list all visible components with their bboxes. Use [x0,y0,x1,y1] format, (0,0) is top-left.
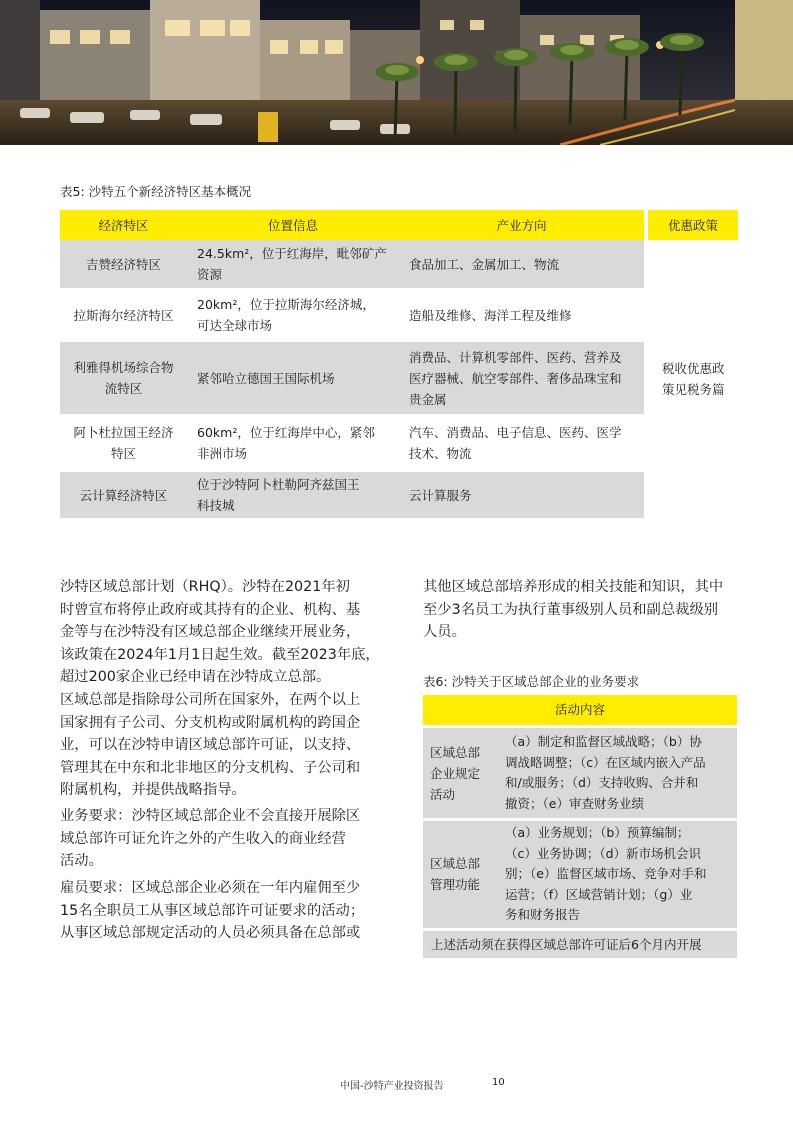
zone-name: 利雅得机场综合物 [73,360,174,375]
industry-line: 汽车、消费品、电子信息、医药、医学 [409,425,622,440]
location-line: 60km²，位于红海岸中心，紧邻 [197,425,375,440]
text-line: 国家拥有子公司、分支机构或附属机构的跨国企 [60,714,361,731]
text-line: 雇员要求：区域总部企业必须在一年内雇佣至少 [60,880,361,896]
location-line: 非洲市场 [197,446,248,461]
text-line: 业，可以在沙特申请区域总部许可证，以支持、 [60,737,361,754]
industry-line: 贵金属 [409,391,447,407]
zone-cell [60,472,187,518]
text-line: 沙特区域总部计划（RHQ）。沙特在2021年初 [60,579,350,595]
location-line: 资源 [197,267,223,282]
zone-name: 拉斯海尔经济特区 [73,307,174,323]
policy-cell [646,240,738,518]
industry-cell [399,240,646,288]
paragraph-business-requirements [60,805,360,873]
zone-name: 阿卜杜拉国王经济 [73,425,174,440]
table-row [60,292,738,338]
content-line: 务和财务报告 [505,907,581,922]
text-line: 人员。 [423,624,466,641]
zone-name: 云计算经济特区 [79,487,168,503]
label-line: 管理功能 [430,877,481,893]
industry-line: 消费品、计算机零部件、医药、营养及 [409,349,622,365]
industry-line: 食品加工、金属加工、物流 [409,256,560,272]
industry-line: 技术、物流 [409,446,472,461]
content-line: 运营；（f）区域营销计划；（g）业 [505,886,693,902]
zone-name: 吉赞经济特区 [85,256,161,272]
content-line: 调战略调整；（c）在区域内嵌入产品 [505,754,706,770]
location-cell [187,240,399,288]
policy-line: 税收优惠政 [662,361,725,376]
location-line: 20km²，位于拉斯海尔经济城， [197,297,375,312]
text-line: 区域总部是指除母公司所在国家外，在两个以上 [60,692,361,708]
label-line: 活动 [430,786,456,802]
location-line: 可达全球市场 [197,318,273,333]
table5 [60,210,738,518]
row-content [505,821,737,928]
paragraph-employee-continued [423,576,723,644]
header-policy: 优惠政策 [646,210,738,240]
header-zone: 经济特区 [60,210,187,240]
location-cell [187,418,399,468]
table-row [423,728,737,818]
content-line: （a）制定和监督区域战略；（b）协 [505,734,702,749]
content-line: 和/或服务；（d）支持收购、合并和 [505,775,699,790]
table6 [423,695,737,958]
location-cell [187,472,399,518]
text-line: 附属机构，并提供战略指导。 [60,782,246,799]
row-label [423,728,499,818]
row-label [423,821,499,928]
industry-line: 造船及维修、海洋工程及维修 [409,307,572,323]
row-content [505,728,737,818]
page-number: 10 [492,1077,505,1088]
header-location: 位置信息 [187,210,399,240]
label-line: 区域总部 [430,856,481,872]
label-line: 企业规定 [430,765,481,781]
table-row [60,240,738,288]
table6-caption: 表6: 沙特关于区域总部企业的业务要求 [423,674,640,689]
footer-title: 中国-沙特产业投资报告 [340,1081,444,1092]
zone-name: 特区 [110,446,136,461]
text-line: 至少3名员工为执行董事级别人员和副总裁级别 [423,601,719,618]
content-line: 撤资；（e）审查财务业绩 [505,795,644,811]
zone-cell [60,342,187,414]
table6-header: 活动内容 [423,695,737,725]
table5-caption: 表5: 沙特五个新经济特区基本概况 [60,184,252,199]
location-cell [187,342,399,414]
paragraph-rhq-definition [60,689,360,802]
table-row [60,418,738,468]
text-line: 15名全职员工从事区域总部许可证要求的活动； [60,902,365,919]
content-line: （a）业务规划；（b）预算编制； [505,825,690,840]
zone-cell [60,418,187,468]
text-line: 管理其在中东和北非地区的分支机构、子公司和 [60,759,361,776]
text-line: 活动。 [60,853,103,870]
paragraph-employee-requirements [60,877,364,945]
hero-photo [0,0,793,145]
zone-name: 流特区 [104,381,143,396]
industry-cell [399,342,646,414]
label-line: 区域总部 [430,744,481,760]
industry-line: 医疗器械、航空零部件、奢侈品珠宝和 [409,370,622,386]
location-line: 24.5km²，位于红海岸，毗邻矿产 [197,246,387,261]
text-line: 其他区域总部培养形成的相关技能和知识，其中 [423,579,724,595]
text-line: 域总部许可证允许之外的产生收入的商业经营 [60,830,346,847]
location-line: 位于沙特阿卜杜勒阿齐兹国王 [197,477,360,492]
text-line: 业务要求：沙特区域总部企业不会直接开展除区 [60,808,361,824]
text-line: 该政策在2024年1月1日起生效。截至2023年底， [60,646,380,663]
industry-cell [399,418,646,468]
location-line: 科技城 [197,498,235,513]
content-line: 别；（e）监督区域市场、竞争对手和 [505,866,707,881]
paragraph-rhq-intro [60,576,380,689]
table-row [60,472,738,518]
industry-cell [399,472,646,518]
hero-illustration [0,0,793,145]
text-line: 从事区域总部规定活动的人员必须具备在总部或 [60,925,361,942]
text-line: 超过200家企业已经申请在沙特成立总部。 [60,669,331,686]
content-line: （c）业务协调；（d）新市场机会识 [505,845,702,861]
policy-line: 策见税务篇 [662,382,725,397]
text-line: 时曾宣布将停止政府或其持有的企业、机构、基 [60,601,361,618]
industry-line: 云计算服务 [409,487,472,503]
table-row [423,821,737,928]
industry-cell [399,292,646,338]
location-cell [187,292,399,338]
header-industry: 产业方向 [399,210,646,240]
table-row [60,342,738,414]
zone-cell [60,240,187,288]
text-line: 金等与在沙特没有区域总部企业继续开展业务， [60,624,361,641]
table6-note: 上述活动须在获得区域总部许可证后6个月内开展 [423,931,737,958]
zone-cell [60,292,187,338]
location-line: 紧邻哈立德国王国际机场 [197,370,335,386]
